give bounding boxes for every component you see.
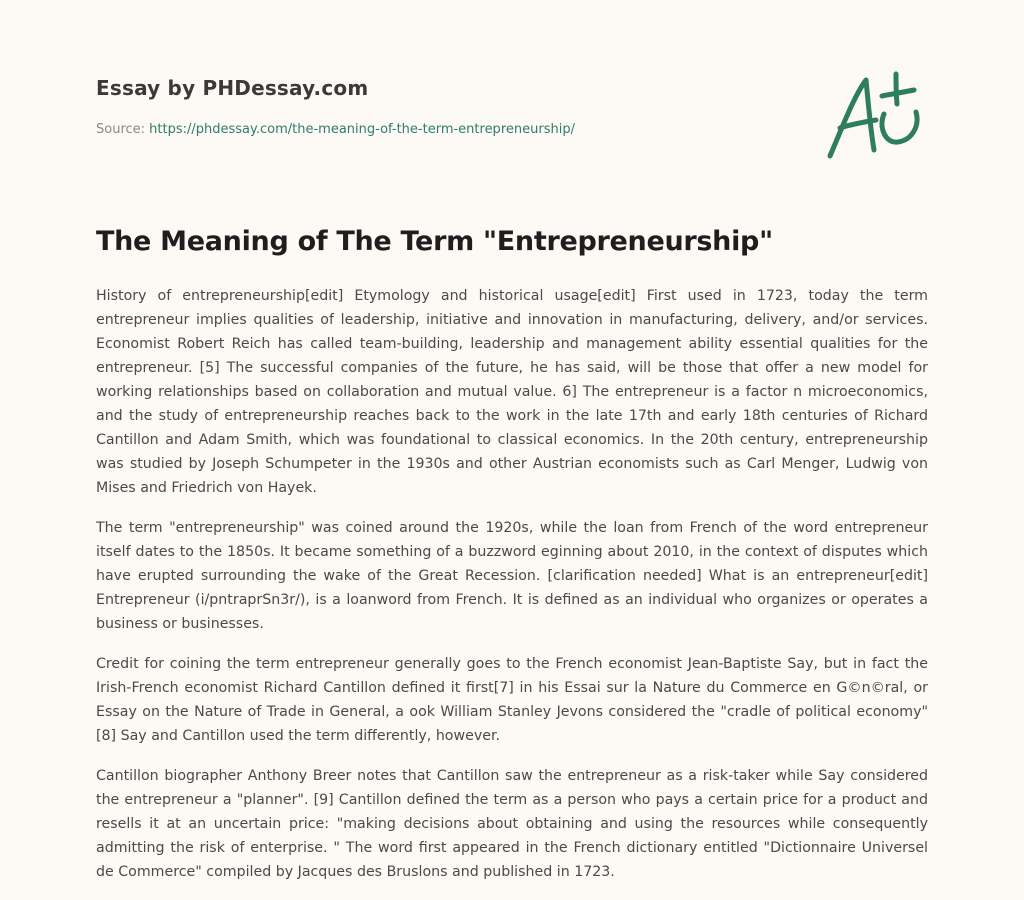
a-plus-logo (820, 68, 930, 164)
article-paragraph: The term "entrepreneurship" was coined around the 1920s, while the loan from French of the word entrepreneur itself dates to the 1850s. It became something of a buzzword eginning about 2010, in the context of disputes which have erupted surrounding the wake of the Great Recession. [clarification needed] What is an entrepreneur[edit] Entrepreneur (i/pntraprSn3r/), is a loanword from French. It is defined as an individual who organizes or operates a business or businesses. (96, 520, 928, 632)
source-line (96, 122, 796, 137)
article-body (96, 284, 928, 900)
article-title: The Meaning of The Term "Entrepreneurship" (96, 226, 773, 257)
source-label: Source: (96, 122, 150, 137)
article-paragraph: Cantillon biographer Anthony Breer notes that Cantillon saw the entrepreneur as a risk-taker while Say considered the entrepreneur a "planner". [9] Cantillon defined the term as a person who pays a certain price for a product and resells it at an uncertain price: "making decisions about obtaining and using the resources while consequently admitting the risk of enterprise. " The word first appeared in the French dictionary entitled "Dictionnaire Universel de Commerce" compiled by Jacques des Bruslons and published in 1723. (96, 768, 928, 880)
article-paragraph: History of entrepreneurship[edit] Etymology and historical usage[edit] First used in 1723, today the term entrepreneur implies qualities of leadership, initiative and innovation in manufacturing, delivery, and/or services. Economist Robert Reich has called team-building, leadership and management ability essential qualities for the entrepreneur. [5] The successful companies of the future, he has said, will be those that offer a new model for working relationships based on collaboration and mutual value. 6] The entrepreneur is a factor n microeconomics, and the study of entrepreneurship reaches back to the work in the late 17th and early 18th centuries of Richard Cantillon and Adam Smith, which was foundational to classical economics. In the 20th century, entrepreneurship was studied by Joseph Schumpeter in the 1930s and other Austrian economists such as Carl Menger, Ludwig von Mises and Friedrich von Hayek. (96, 288, 928, 496)
site-brand: Essay by PHDessay.com (96, 76, 369, 100)
page-header (96, 76, 796, 137)
article-paragraph: Credit for coining the term entrepreneur generally goes to the French economist Jean-Baptiste Say, but in fact the Irish-French economist Richard Cantillon defined it first[7] in his Essai sur la Nature du Commerce en G©n©ral, or Essay on the Nature of Trade in General, a ook William Stanley Jevons considered the "cradle of political economy"[8] Say and Cantillon used the term differently, however. (96, 656, 928, 744)
source-link[interactable]: https://phdessay.com/the-meaning-of-the-term-entrepreneurship/ (149, 122, 575, 137)
